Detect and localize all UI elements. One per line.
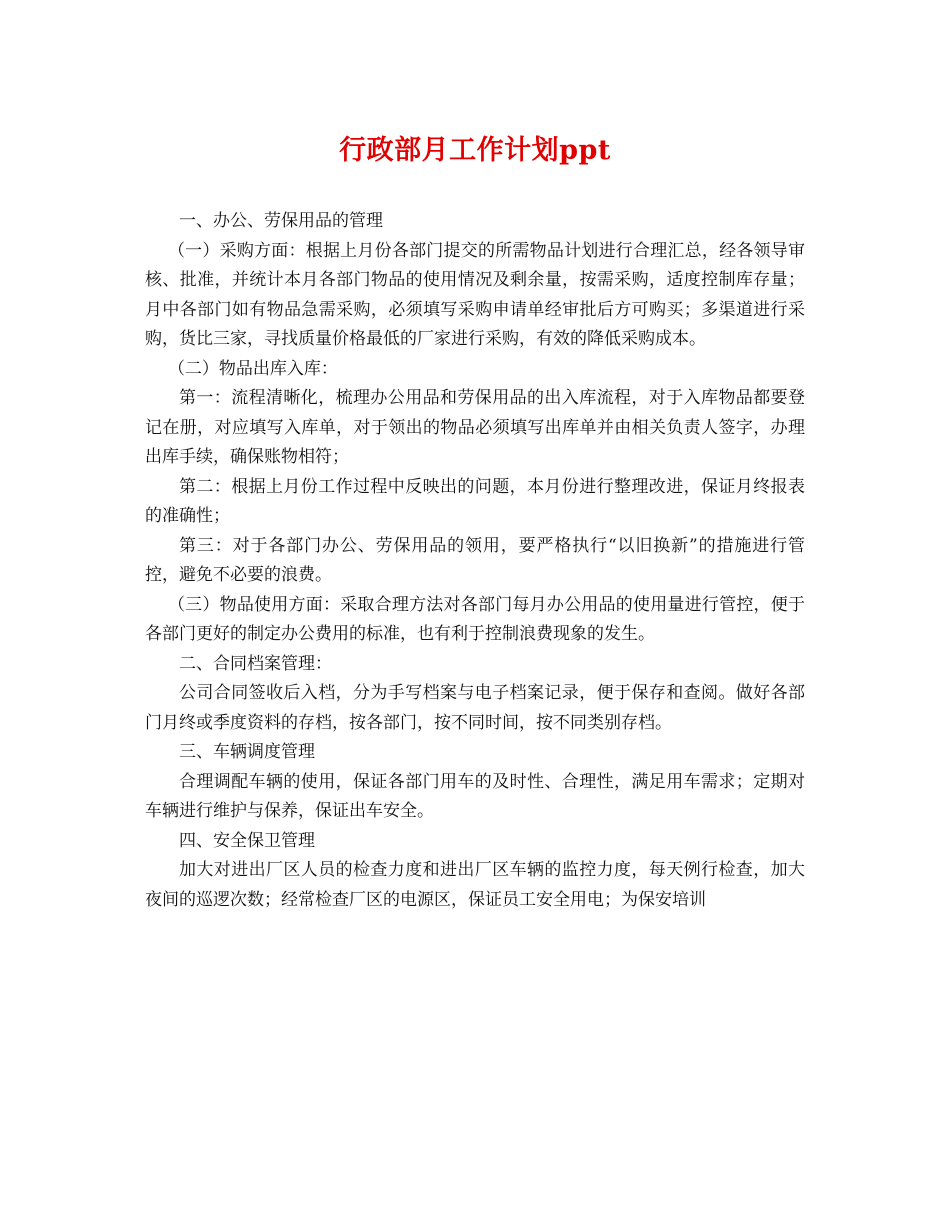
paragraph-purchasing: （一）采购方面：根据上月份各部门提交的所需物品计划进行合理汇总，经各领导审核、批准，并统计本月各部门物品的使用情况及剩余量，按需采购，适度控制库存量；月中各部门如有物品急需采购，必须填写采购申请单经审批后方可购买；多渠道进行采购，货比三家，寻找质量价格最低的厂家进行采购，有效的降低采购成本。 <box>145 240 805 349</box>
paragraph-vehicles: 合理调配车辆的使用，保证各部门用车的及时性、合理性，满足用车需求；定期对车辆进行维护与保养，保证出车安全。 <box>145 771 805 821</box>
document-body <box>145 207 805 915</box>
section-heading-contracts: 二、合同档案管理： <box>179 653 332 674</box>
section-heading-vehicles: 三、车辆调度管理 <box>179 742 315 762</box>
paragraph-contracts: 公司合同签收后入档，分为手写档案与电子档案记录，便于保存和查阅。做好各部门月终或季度资料的存档，按各部门，按不同时间，按不同类别存档。 <box>145 683 805 733</box>
section-heading-security: 四、安全保卫管理 <box>179 830 315 851</box>
paragraph-step-two: 第二：根据上月份工作过程中反映出的问题，本月份进行整理改进，保证月终报表的准确性； <box>145 476 805 526</box>
document-title: 行政部月工作计划ppt <box>339 135 611 166</box>
paragraph-step-one: 第一：流程清晰化，梳理办公用品和劳保用品的出入库流程，对于入库物品都要登记在册，对应填写入库单，对于领出的物品必须填写出库单并由相关负责人签字，办理出库手续，确保账物相符； <box>145 388 805 467</box>
paragraph-security: 加大对进出厂区人员的检查力度和进出厂区车辆的监控力度，每天例行检查，加大夜间的巡逻次数；经常检查厂区的电源区，保证员工安全用电；为保安培训 <box>145 860 805 910</box>
section-heading-office-supplies: 一、办公、劳保用品的管理 <box>179 211 383 231</box>
paragraph-usage: （三）物品使用方面：采取合理方法对各部门每月办公用品的使用量进行管控，便于各部门更好的制定办公费用的标准，也有利于控制浪费现象的发生。 <box>145 594 805 644</box>
paragraph-stock-inout-heading: （二）物品出库入库： <box>167 358 338 379</box>
paragraph-step-three: 第三：对于各部门办公、劳保用品的领用，要严格执行“以旧换新”的措施进行管控，避免不必要的浪费。 <box>145 535 805 585</box>
